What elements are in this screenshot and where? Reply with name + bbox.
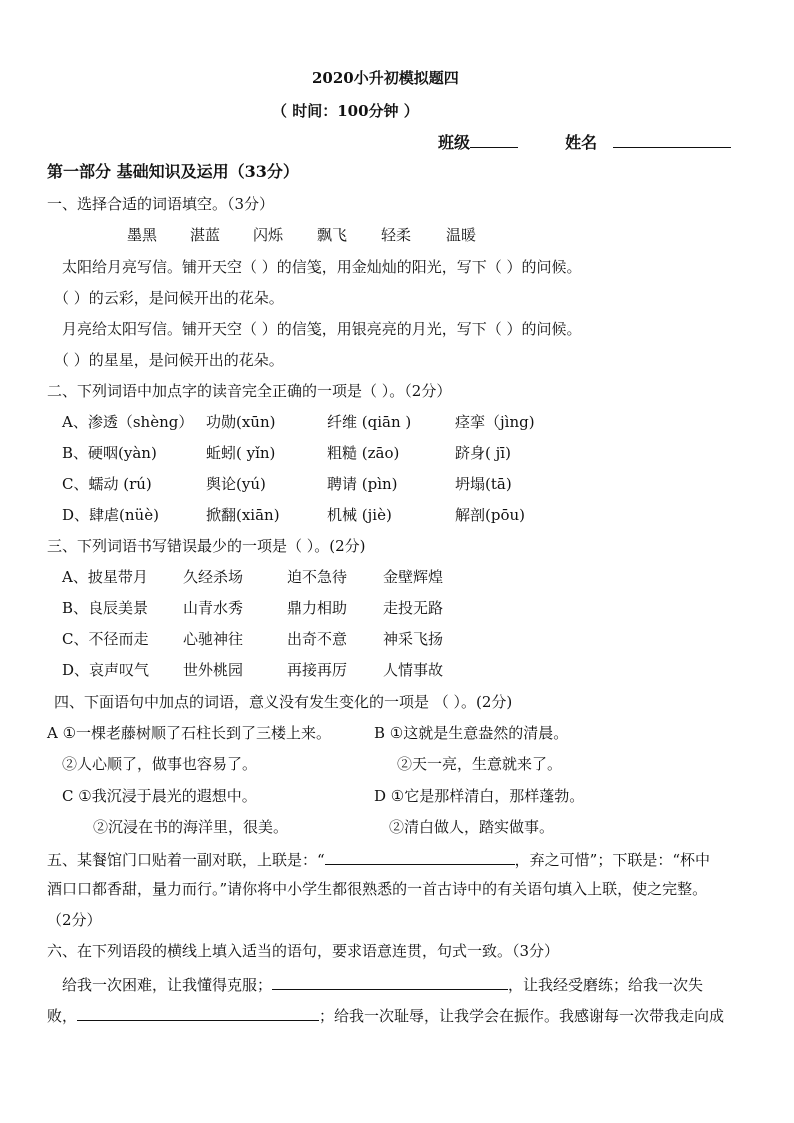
q4-option-b2: ②天一亮，生意就来了。 xyxy=(397,755,563,773)
q2-option: C、蠕动 (rú) xyxy=(62,475,152,493)
q3-option: 鼎力相助 xyxy=(287,599,348,617)
q5-text-a: 五、某餐馆门口贴着一副对联，上联是：“ xyxy=(47,851,325,869)
q3-option: 金壁辉煌 xyxy=(383,568,444,586)
time-limit: （ 时间：100分钟 ） xyxy=(272,102,419,120)
q6-blank-2[interactable] xyxy=(77,1004,319,1021)
q1-word: 墨黑 xyxy=(127,226,158,244)
q3-option: 走投无路 xyxy=(383,599,444,617)
q2-option: 粗糙 (zāo) xyxy=(327,444,400,462)
q3-option: 人情事故 xyxy=(383,661,444,679)
name-label: 姓名 xyxy=(565,133,598,152)
q2-option: B、硬咽(yàn) xyxy=(62,444,157,462)
q1-line-2: （ ）的云彩，是问候开出的花朵。 xyxy=(54,289,284,307)
q6-stem: 六、在下列语段的横线上填入适当的语句，要求语意连贯，句式一致。（3分） xyxy=(47,942,560,960)
q2-option: 机械 (jiè) xyxy=(327,506,392,524)
class-name-line xyxy=(438,131,731,153)
q2-option: 聘请 (pìn) xyxy=(327,475,398,493)
q2-option: 痉挛（jìng) xyxy=(455,413,535,431)
q3-stem: 三、下列词语书写错误最少的一项是（ ）。(2分) xyxy=(47,537,366,555)
q6-text-d: ；给我一次耻辱，让我学会在振作。我感谢每一次带我走向成 xyxy=(319,1007,725,1025)
q3-option: 世外桃园 xyxy=(183,661,244,679)
q5-line-2: 酒口口都香甜，量力而行。”请你将中小学生都很熟悉的一首古诗中的有关语句填入上联，使之完整。 xyxy=(47,880,708,898)
q6-text-c: 败， xyxy=(47,1007,78,1025)
name-blank[interactable] xyxy=(613,131,731,148)
q3-option: 迫不急待 xyxy=(287,568,348,586)
q4-option-a2: ②人心顺了，做事也容易了。 xyxy=(62,755,258,773)
q3-option: 神采飞扬 xyxy=(383,630,444,648)
q1-stem: 一、选择合适的词语填空。（3分） xyxy=(47,195,275,213)
class-blank[interactable] xyxy=(470,131,518,148)
q3-option: 山青水秀 xyxy=(183,599,244,617)
q6-text-b: ，让我经受磨练；给我一次失 xyxy=(508,976,704,994)
q5-line-1 xyxy=(47,848,710,870)
q2-option: 掀翻(xiān) xyxy=(206,506,280,524)
q3-option: 再接再厉 xyxy=(287,661,348,679)
q5-text-b: ，弃之可惜”；下联是：“杯中 xyxy=(514,851,711,869)
q4-option-c1: C ①我沉浸于晨光的遐想中。 xyxy=(62,787,257,805)
q4-stem: 四、下面语句中加点的词语，意义没有发生变化的一项是 （ ）。(2分) xyxy=(54,693,513,711)
q2-option: 解剖(pōu) xyxy=(455,506,525,524)
q6-blank-1[interactable] xyxy=(272,973,508,990)
page-title: 2020小升初模拟题四 xyxy=(312,69,459,87)
q1-line-1: 太阳给月亮写信。铺开天空（ ）的信笺，用金灿灿的阳光，写下（ ）的问候。 xyxy=(62,258,582,276)
q1-word: 飘飞 xyxy=(317,226,348,244)
q6-text-a: 给我一次困难，让我懂得克服； xyxy=(62,976,273,994)
q5-blank[interactable] xyxy=(325,848,515,865)
q3-option: A、披星带月 xyxy=(62,568,148,586)
q2-option: A、渗透（shèng） xyxy=(62,413,194,431)
q3-option: 久经杀场 xyxy=(183,568,244,586)
q2-option: 跻身( jī) xyxy=(455,444,511,462)
q3-option: 心驰神往 xyxy=(183,630,244,648)
q1-word: 闪烁 xyxy=(253,226,284,244)
q6-line-1 xyxy=(62,973,703,995)
q5-line-3: （2分） xyxy=(47,911,102,929)
q2-stem: 二、下列词语中加点字的读音完全正确的一项是（ ）。（2分） xyxy=(47,382,452,400)
q2-option: 功勋(xūn) xyxy=(206,413,276,431)
class-label: 班级 xyxy=(438,133,471,152)
q4-option-d2: ②清白做人，踏实做事。 xyxy=(389,818,555,836)
q3-option: 出奇不意 xyxy=(287,630,348,648)
q1-line-4: （ ）的星星，是问候开出的花朵。 xyxy=(54,351,284,369)
q2-option: 蚯蚓( yǐn) xyxy=(206,444,276,462)
q3-option: C、不径而走 xyxy=(62,630,149,648)
q1-word: 温暖 xyxy=(446,226,477,244)
q4-option-a1: A ①一棵老藤树顺了石柱长到了三楼上来。 xyxy=(47,724,332,742)
part1-heading: 第一部分 基础知识及运用（33分） xyxy=(47,162,299,181)
q4-option-b1: B ①这就是生意盎然的清晨。 xyxy=(374,724,569,742)
q2-option: 纤维 (qiān ) xyxy=(327,413,412,431)
q1-line-3: 月亮给太阳写信。铺开天空（ ）的信笺，用银亮亮的月光，写下（ ）的问候。 xyxy=(62,320,582,338)
q2-option: 舆论(yú) xyxy=(206,475,266,493)
q1-word: 湛蓝 xyxy=(190,226,221,244)
q6-line-2 xyxy=(47,1004,724,1026)
q1-word: 轻柔 xyxy=(381,226,412,244)
q3-option: B、良辰美景 xyxy=(62,599,149,617)
q3-option: D、哀声叹气 xyxy=(62,661,150,679)
q4-option-c2: ②沉浸在书的海洋里，很美。 xyxy=(93,818,289,836)
q2-option: 坍塌(tā) xyxy=(455,475,512,493)
q4-option-d1: D ①它是那样清白，那样蓬勃。 xyxy=(374,787,585,805)
q2-option: D、肆虐(nüè) xyxy=(62,506,159,524)
